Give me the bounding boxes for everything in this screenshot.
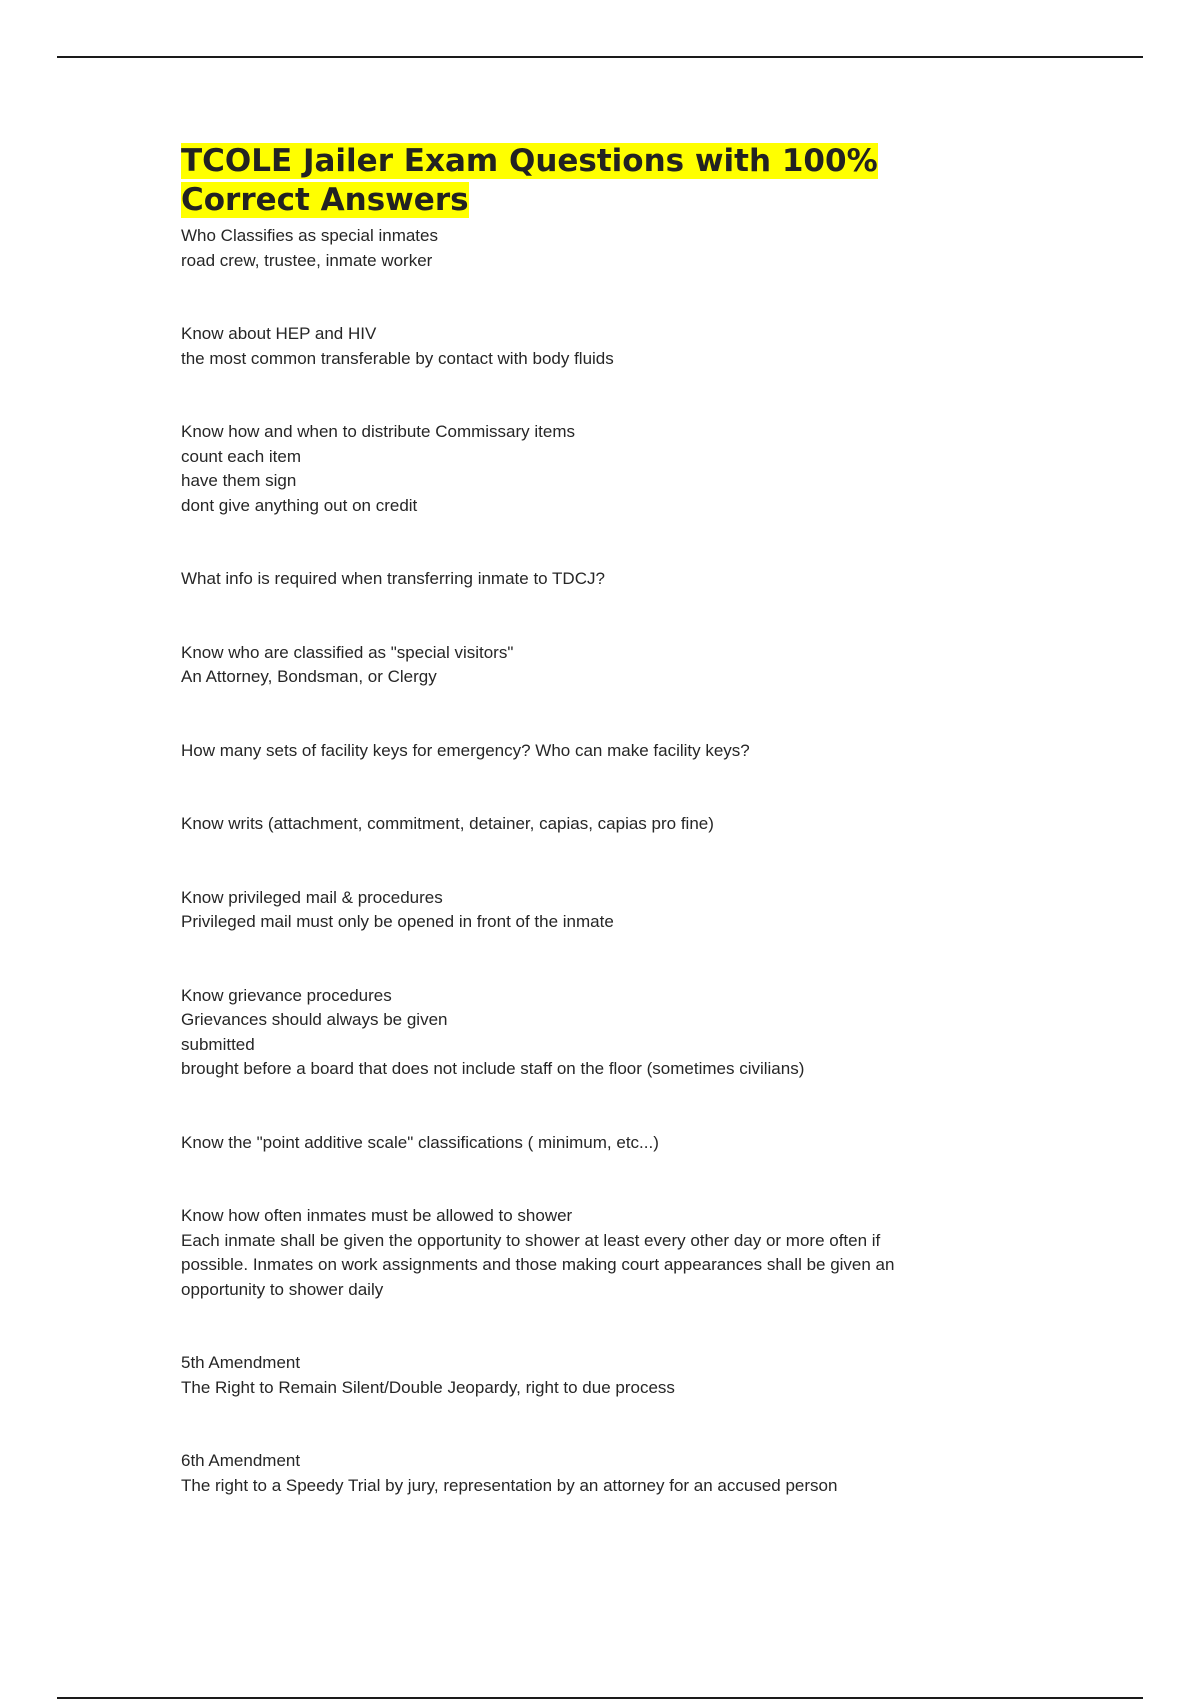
qa-item <box>181 1351 981 1400</box>
qa-item <box>181 322 981 371</box>
qa-answer-line: the most common transferable by contact with body fluids <box>181 348 614 368</box>
qa-question: Who Classifies as special inmates <box>181 226 438 245</box>
qa-answer-line: road crew, trustee, inmate worker <box>181 250 433 270</box>
qa-question: 6th Amendment <box>181 1451 301 1470</box>
qa-answer-line: Grievances should always be given <box>181 1010 448 1029</box>
qa-answer-line: opportunity to shower daily <box>181 1279 384 1299</box>
header-rule <box>57 56 1143 58</box>
qa-answer-line: possible. Inmates on work assignments and those making court appearances shall be given an <box>181 1255 895 1274</box>
qa-answer-line: The Right to Remain Silent/Double Jeopardy, right to due process <box>181 1377 675 1397</box>
qa-item <box>181 224 981 273</box>
qa-answer-line: Privileged mail must only be opened in front of the inmate <box>181 912 614 931</box>
qa-answer-line: The right to a Speedy Trial by jury, representation by an attorney for an accused person <box>181 1475 838 1495</box>
qa-item <box>181 739 981 764</box>
qa-item <box>181 984 981 1082</box>
qa-answer-line: count each item <box>181 446 302 466</box>
qa-item <box>181 1204 981 1302</box>
qa-item <box>181 1131 981 1156</box>
document-body <box>181 142 981 1547</box>
qa-question: Know how often inmates must be allowed to shower <box>181 1206 573 1225</box>
qa-item <box>181 420 981 518</box>
qa-item <box>181 567 981 592</box>
qa-question: Know grievance procedures <box>181 985 392 1005</box>
qa-item <box>181 812 981 837</box>
qa-answer-line: have them sign <box>181 471 297 490</box>
qa-question: Know the "point additive scale" classifications ( minimum, etc...) <box>181 1132 659 1152</box>
qa-item <box>181 886 981 935</box>
qa-answer-line: submitted <box>181 1034 255 1054</box>
title-line-2: Correct Answers <box>181 182 469 218</box>
qa-list <box>181 224 981 1498</box>
qa-answer-line: dont give anything out on credit <box>181 495 418 515</box>
qa-question: How many sets of facility keys for emergency? Who can make facility keys? <box>181 740 750 760</box>
qa-question: Know about HEP and HIV <box>181 324 377 343</box>
qa-question: Know who are classified as "special visitors" <box>181 642 514 662</box>
qa-question: What info is required when transferring inmate to TDCJ? <box>181 569 605 588</box>
title-line-1: TCOLE Jailer Exam Questions with 100% <box>181 143 878 179</box>
qa-answer-line: An Attorney, Bondsman, or Clergy <box>181 667 437 686</box>
footer-rule <box>57 1697 1143 1699</box>
qa-answer-line: brought before a board that does not include staff on the floor (sometimes civilians) <box>181 1059 805 1078</box>
qa-item <box>181 641 981 690</box>
qa-question: Know how and when to distribute Commissary items <box>181 422 575 441</box>
qa-question: Know privileged mail & procedures <box>181 887 443 907</box>
qa-question: Know writs (attachment, commitment, detainer, capias, capias pro fine) <box>181 814 714 833</box>
document-title <box>181 142 981 220</box>
qa-question: 5th Amendment <box>181 1353 301 1372</box>
qa-answer-line: Each inmate shall be given the opportunity to shower at least every other day or more often if <box>181 1230 881 1250</box>
qa-item <box>181 1449 981 1498</box>
